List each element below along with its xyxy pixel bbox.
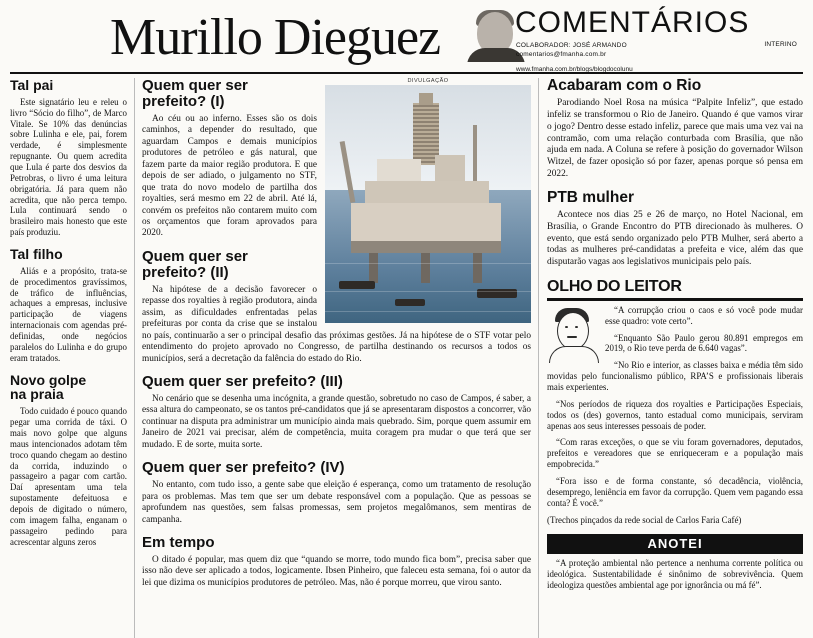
article-paragraph: No entanto, com tudo isso, a gente sabe que eleição é esperança, como um tratamento de resolução para os problemas. Mas tem que ser um debate responsável com a população. Que as pessoas se aprofundem nas questões, sem falsas promessas, sem projetos megalômanos, sem mentiras de campanha. — [142, 480, 531, 525]
photo-derrick-top — [419, 93, 433, 105]
photo-hull — [351, 203, 501, 241]
photo-wave — [325, 263, 531, 264]
illustration-head — [557, 312, 589, 350]
article-heading: Tal pai — [10, 77, 54, 93]
reader-quote: “A corrupção criou o caos e só você pode mudar esse quadro: vote certo”. — [605, 304, 803, 326]
masthead — [10, 6, 803, 74]
section-title: COMENTÁRIOS — [515, 6, 750, 39]
article-em-tempo — [142, 535, 531, 589]
section-olho-do-leitor — [547, 278, 803, 526]
photo-hull-shadow — [351, 241, 501, 253]
article-paragraph: Aliás e a propósito, trata-se de procedimentos gravíssimos, de tráfico de influências, achaques a empresas, inclusive participação de viagens internacionais com agendas pré-definidas, onde negócios paralelos do Lulinha e do grupo eram tratados. — [10, 265, 127, 363]
article-heading: Quem quer ser prefeito? (IV) — [142, 459, 345, 477]
article-heading-line2: prefeito? (I) — [142, 92, 225, 110]
article-heading — [10, 373, 127, 403]
reader-illustration — [547, 306, 599, 362]
article-prefeito-3 — [142, 374, 531, 451]
article-tal-pai — [10, 78, 127, 238]
masthead-right — [511, 6, 801, 73]
illustration-body — [549, 346, 599, 363]
photo-support-vessel — [395, 299, 425, 306]
masthead-credits — [516, 41, 801, 60]
article-paragraph: O ditado é popular, mas quem diz que “quando se morre, todo mundo fica bom”, precisa saber que isso não deve ser aplicado a todos, logicamente. Ibsen Pinheiro, que faleceu esta semana, foi o autor da lei que dizima os municípios produtores de petróleo. Mas, não é porque morreu, que virou santo. — [142, 554, 531, 588]
reader-quote-source: (Trechos pinçados da rede social de Carlos Faria Café) — [547, 514, 742, 525]
article-acabaram-com-o-rio — [547, 78, 803, 181]
article-paragraph: Todo cuidado é pouco quando pegar uma corrida de táxi. O mais novo golpe que alguns maus intencionados adotam têm troco quando chegam ao destino da corrida, induzindo o passageiro a pagar com cartão. Daí apresentam uma tela supostamente defeituosa e depois de digitado o número, com imagem falha, enganam o passageiro pedindo para acrescentar alguns zeros — [10, 406, 127, 547]
anotei-banner: ANOTEI — [547, 534, 803, 554]
article-paragraph: Este signatário leu e releu o livro “Sócio do filho”, de Marco Vitale. Se 10% das denúncias sobre Lulinha e ele, pai, forem verdade, é simplesmente repugnante. Ou quem acredita que Lula é parte dos desvios da Petrobras, o livro é uma leitura obrigatória. Já para quem não acredita, que não perca tempo. Lula continuará sendo o brasileiro mais honesto que este país produziu. — [10, 96, 127, 238]
article-heading: Em tempo — [142, 534, 215, 551]
photo-wave — [325, 311, 531, 312]
section-heading: OLHO DO LEITOR — [547, 277, 682, 295]
article-paragraph: Ao céu ou ao inferno. Esses são os dois caminhos, a depender do resultado, que aguardam Campos e demais municípios produtores de petróleo e gás natural, que fazem parte da maior região produtora. E que depois de ser adiado, o julgamento no STF, que trata do novo modelo de partilha dos royalties, será mesmo em 22 de abril. Até lá, convém os prefeitos não contarem muito com os orçamentos que foram aprovados para 2020. — [142, 113, 317, 239]
divider — [547, 298, 803, 301]
illustration-eye — [565, 326, 568, 328]
article-heading-line1: Quem quer ser — [142, 77, 248, 94]
photo-block — [325, 78, 531, 323]
columns-container — [10, 78, 803, 638]
photo-wave — [325, 291, 531, 292]
article-heading: Acabaram com o Rio — [547, 77, 702, 94]
article-heading-line1: Novo golpe — [10, 371, 87, 388]
article-prefeito-4 — [142, 460, 531, 526]
column-left — [10, 78, 135, 638]
photo-crane-mast — [473, 125, 477, 183]
anotei-paragraph: “A proteção ambiental não pertence a nenhuma corrente política ou ideológica. Sustentabilidade é sinônimo de sobrevivência. Quem ideologiza questões ambiental age por ignorância ou má fé”. — [547, 558, 803, 591]
column-right — [539, 78, 803, 638]
article-heading-line2: na praia — [10, 386, 64, 403]
reader-quote: “Enquanto São Paulo gerou 80.891 empregos em 2019, o Rio teve perda de 6.640 vagas”. — [605, 332, 803, 354]
reader-quote: “No Rio e interior, as classes baixa e média têm sido movidas pelo funcionalismo público, RPA’S e profissionais liberais mais experientes. — [547, 360, 803, 392]
illustration-mouth — [567, 336, 577, 338]
photo-leg — [421, 253, 430, 283]
column-center — [135, 78, 539, 638]
article-heading: Quem quer ser prefeito? (III) — [142, 373, 343, 390]
interino-label: INTERINO — [764, 41, 797, 48]
collaborator-line: COLABORADOR: JOSÉ ARMANDO — [516, 42, 627, 49]
page-title: Murillo Dieguez — [110, 9, 441, 66]
photo-leg — [473, 253, 482, 283]
photo-credit: DIVULGAÇÃO — [407, 78, 449, 84]
oil-platform-photo — [325, 85, 531, 323]
article-paragraph: Acontece nos dias 25 e 26 de março, no Hotel Nacional, em Brasília, o Grande Encontro do PTB direcionado às mulheres. O evento, que está sendo organizado pelo PTB Mulher, será aberto a todas as mulheres pré-candidatas a prefeita e vice, além das que disputarão vagas aos legislativos municipais pelo país. — [547, 210, 803, 268]
illustration-eye — [575, 326, 578, 328]
article-novo-golpe — [10, 373, 127, 548]
photo-deck — [365, 181, 489, 205]
article-heading-line2: prefeito? (II) — [142, 263, 229, 281]
contact-email: comentarios@fmanha.com.br — [516, 51, 607, 59]
reader-quote: “Com raras exceções, o que se viu foram governadores, deputados, prefeitos e vereadores que se enriqueceram e a população mais empobrecida.” — [547, 437, 803, 470]
article-heading: Tal filho — [10, 246, 63, 262]
reader-quote: “Nos períodos de riqueza dos royalties e Participações Especiais, todos os (des) governos, tanto estadual como municipais, serviram apenas aos seus interesses pessoais de poder. — [547, 398, 803, 431]
article-paragraph: Parodiando Noel Rosa na música “Palpite Infeliz”, que estado infeliz se transformou o Rio de Janeiro. Quando é que vamos virar o jogo? Dentro desse estado infeliz, parece que mais uma vez vai na contramão, com uma relação conturbada com Brasília, que não ajuda em nada. A Coluna se refere à posição do governador Wilson Witzel, de fazer oposição só por fazer, apenas porque só pensa em 2022. — [547, 98, 803, 179]
article-ptb-mulher — [547, 190, 803, 269]
reader-quote: “Fora isso e de forma constante, só decadência, violência, desemprego, leniência em favor da corrupção. Quem vem pagando essa conta? É você.” — [547, 476, 803, 508]
article-heading: PTB mulher — [547, 188, 634, 206]
photo-support-vessel — [339, 281, 375, 289]
article-paragraph: Na hipótese de a decisão favorecer o repasse dos royalties à região produtora, ainda assim, as dificuldades enfrentadas pelas prefeituras por conta da crise que se instalou no país, continuarão a ser o principal desafio das próximas gestões. Já na hipótese de o STF votar pelo entendimento do projeto aprovado no Congresso, de partilha destinando os recursos a todos os municípios, será a decretação da falência do estado do Rio. — [142, 284, 531, 364]
article-paragraph: No cenário que se desenha uma incógnita, a grande questão, sobretudo no caso de Campos, é saber, a essa altura do campeonato, se os tantos pré-candidatos que já se apresentaram dispostos a concorrer, vão continuar na disputa pra administrar um município ainda mais quebrado. Sim, porque quem assumir em Janeiro de 2021 vai precisar, além de competência, muita coragem pra mudar o que terá que ser mudado. E de sorte, muita sorte. — [142, 393, 531, 450]
section-anotei — [547, 534, 803, 591]
blog-url: www.fmanha.com.br/blogs/blogdocolunu — [516, 65, 633, 73]
photo-leg — [369, 253, 378, 283]
article-heading-line1: Quem quer ser — [142, 247, 248, 265]
article-tal-filho — [10, 247, 127, 364]
